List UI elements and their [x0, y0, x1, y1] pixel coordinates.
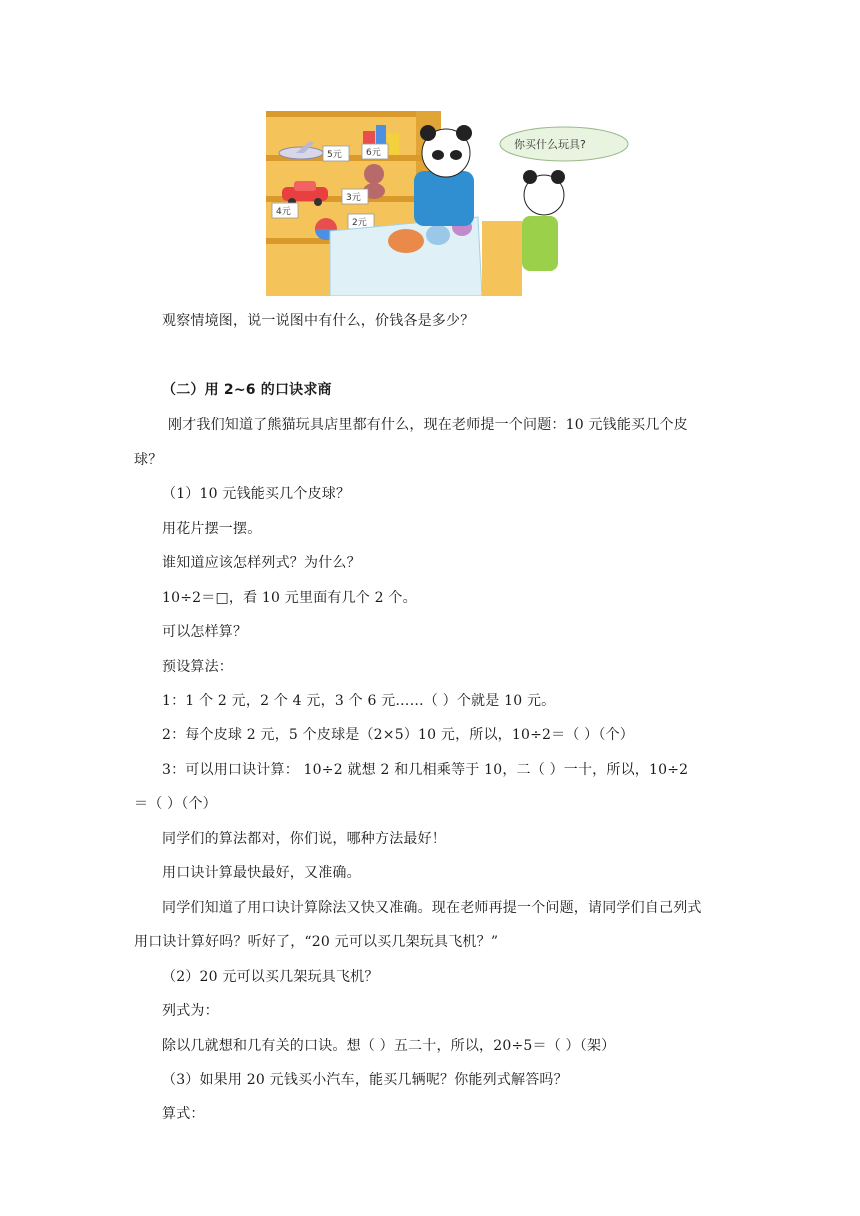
paragraph-line: 同学们的算法都对，你们说，哪种方法最好！ [162, 831, 446, 847]
panda-customer [522, 170, 565, 271]
price-tag-plane: 5元 [327, 150, 342, 160]
section-heading: （二）用 2~6 的口诀求商 [162, 382, 332, 398]
paragraph-line: 刚才我们知道了熊猫玩具店里都有什么，现在老师提一个问题：10 元钱能买几个皮 [168, 417, 688, 433]
paragraph-line: 列式为： [162, 1003, 219, 1019]
price-tag-bear: 3元 [346, 193, 361, 203]
equation-line: 10÷2＝□，看 10 元里面有几个 2 个。 [162, 590, 417, 606]
sub-question-2: （2）20 元可以买几架玩具飞机？ [162, 969, 379, 985]
paragraph-line: 除以几就想和几有关的口诀。想（ ）五二十，所以，20÷5＝（ ）（架） [162, 1038, 616, 1054]
paragraph-line: 同学们知道了用口诀计算除法又快又准确。现在老师再提一个问题，请同学们自己列式 [162, 900, 702, 916]
paragraph-line: 谁知道应该怎样列式？为什么？ [162, 555, 361, 571]
price-tag-car: 4元 [276, 207, 291, 217]
method-1: 1：1 个 2 元，2 个 4 元，3 个 6 元……（ ）个就是 10 元。 [162, 693, 556, 709]
paragraph-line: 用花片摆一摆。 [162, 521, 262, 537]
method-3-continued: ＝（ ）（个） [134, 796, 217, 812]
observe-question: 观察情境图，说一说图中有什么，价钱各是多少？ [162, 313, 475, 329]
sub-question-3: （3）如果用 20 元钱买小汽车，能买几辆呢？你能列式解答吗？ [162, 1072, 568, 1088]
panda-toy-store-illustration [266, 111, 630, 296]
method-3: 3：可以用口诀计算： 10÷2 就想 2 和几相乘等于 10，二（ ）一十，所以，10÷2 [162, 762, 689, 778]
paragraph-line: 球？ [134, 452, 163, 468]
speech-bubble-text: 你买什么玩具? [514, 138, 586, 151]
method-2: 2：每个皮球 2 元，5 个皮球是（2×5）10 元，所以，10÷2＝（ ）（个） [162, 727, 634, 743]
price-tag-ball: 2元 [352, 218, 367, 228]
paragraph-line: 用口诀计算最快最好，又准确。 [162, 865, 361, 881]
answer-line: 算式： [162, 1106, 205, 1122]
price-tag-blocks: 6元 [366, 148, 381, 158]
paragraph-line: 用口诀计算好吗？听好了，“20 元可以买几架玩具飞机？” [134, 934, 499, 950]
paragraph-line: 可以怎样算？ [162, 624, 248, 640]
paragraph-line: 预设算法： [162, 659, 233, 675]
sub-question-1: （1）10 元钱能买几个皮球？ [162, 486, 351, 502]
